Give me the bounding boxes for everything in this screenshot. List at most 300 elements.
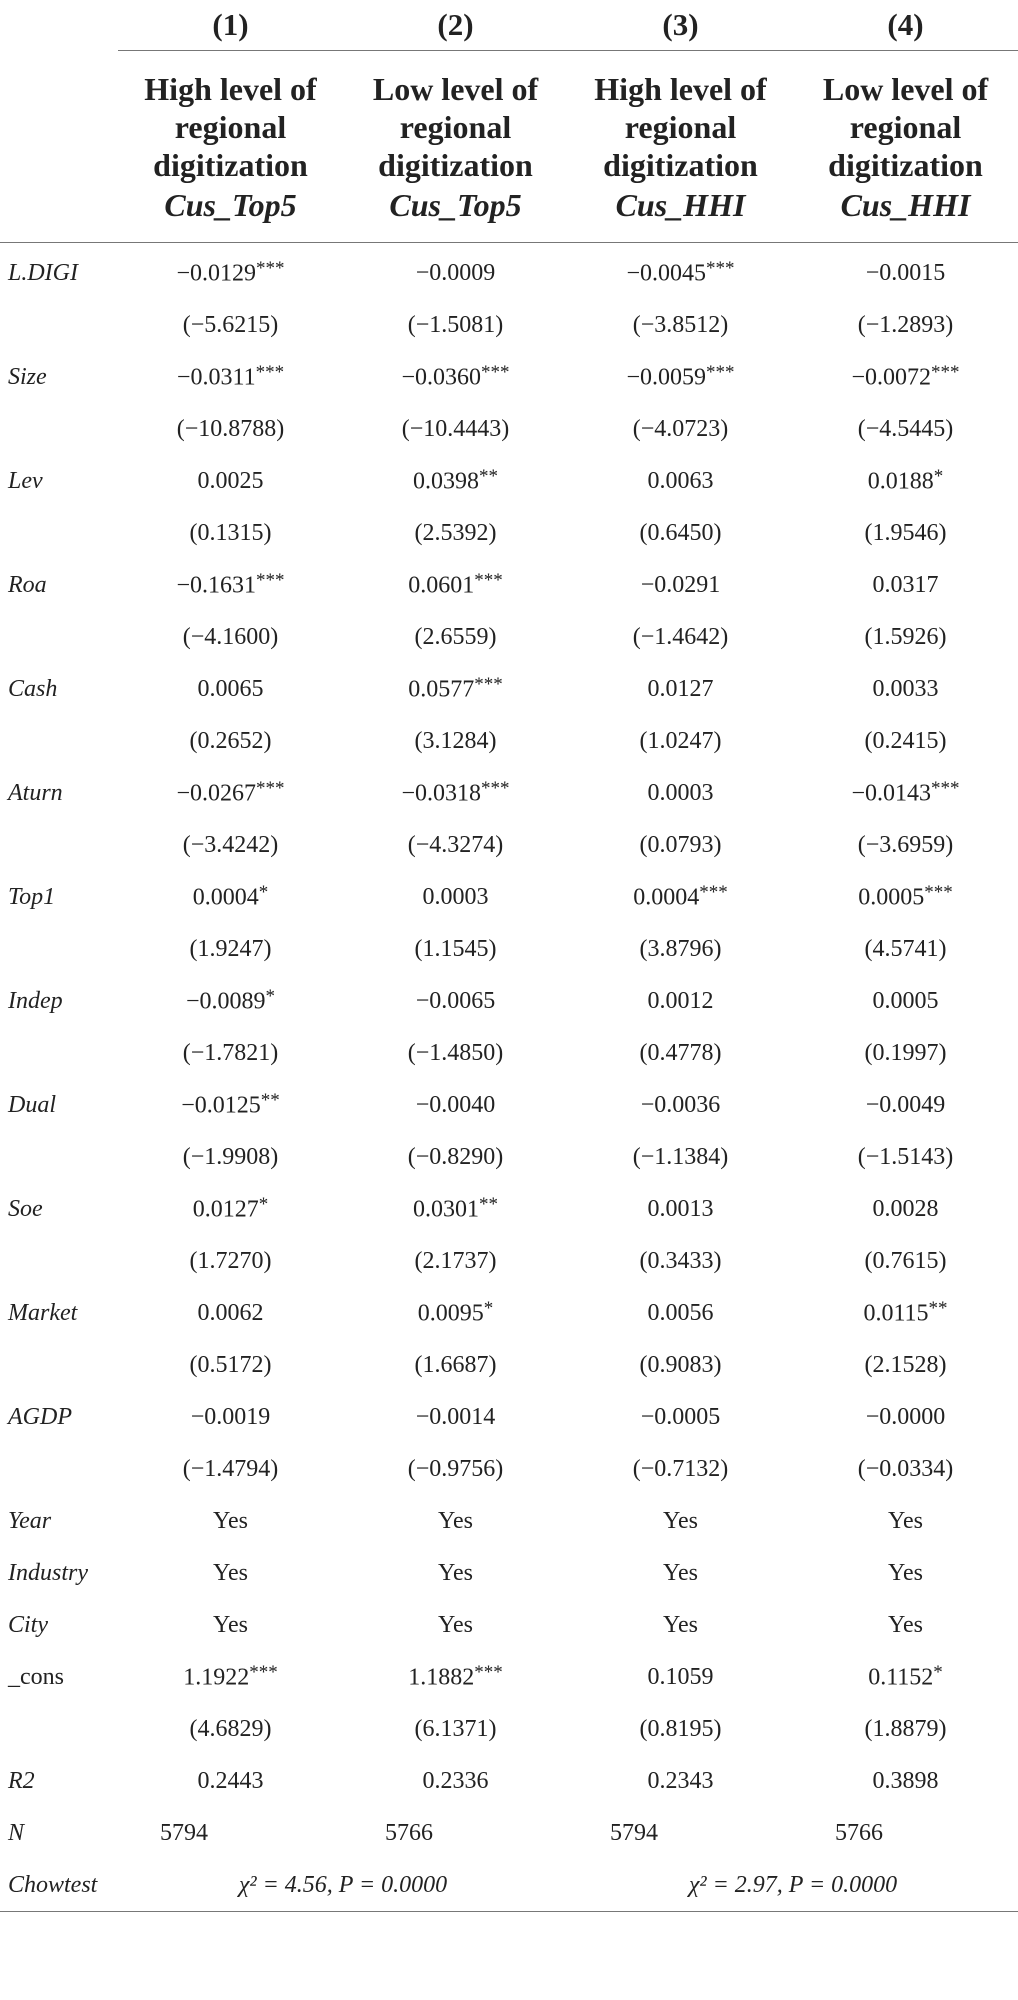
table-row — [0, 663, 1018, 715]
table-cell — [793, 923, 1018, 975]
cell-value: (−4.5445) — [857, 415, 954, 442]
table-cell — [343, 559, 568, 611]
cell-value: 0.0056 — [647, 1299, 714, 1326]
cell-value: (1.7270) — [189, 1247, 272, 1274]
table-cell — [343, 1443, 568, 1495]
table-cell — [568, 1287, 793, 1339]
cell-value: 0.0601 — [408, 572, 475, 599]
table-row — [0, 767, 1018, 819]
table-cell — [343, 1131, 568, 1183]
table-row — [0, 507, 1018, 559]
table-cell — [793, 299, 1018, 351]
cell-value: Yes — [663, 1559, 698, 1586]
table-cell — [793, 871, 1018, 923]
table-cell — [118, 715, 343, 767]
column-number-2: (2) — [437, 6, 474, 42]
table-cell — [118, 1183, 343, 1235]
cell-value: −0.0291 — [640, 571, 721, 598]
cell-value: (0.7615) — [864, 1247, 947, 1274]
cell-value: (0.1997) — [864, 1039, 947, 1066]
row-label: Size — [8, 363, 47, 390]
cell-value: (1.9247) — [189, 935, 272, 962]
cell-value: 0.0127 — [647, 675, 714, 702]
table-cell — [793, 663, 1018, 715]
table-row — [0, 1339, 1018, 1391]
table-cell — [793, 507, 1018, 559]
table-cell — [118, 1443, 343, 1495]
table-cell — [118, 403, 343, 455]
cell-value: 5766 — [835, 1819, 883, 1846]
cell-value: Yes — [213, 1559, 248, 1586]
column-desc-3-line-3: digitization — [603, 147, 758, 183]
row-label — [0, 611, 118, 663]
significance-stars: *** — [931, 362, 960, 384]
table-cell — [118, 1703, 343, 1755]
table-cell — [118, 247, 343, 299]
cell-value: 1.1882 — [408, 1664, 475, 1691]
row-label: Market — [8, 1299, 78, 1326]
table-body — [0, 247, 1018, 1914]
column-number-1: (1) — [212, 6, 249, 42]
cell-value: 0.0013 — [647, 1195, 714, 1222]
column-number-4: (4) — [887, 6, 924, 42]
table-cell — [118, 975, 343, 1027]
cell-value: 0.0095 — [417, 1300, 484, 1327]
column-desc-1-line-2: regional — [174, 109, 287, 145]
cell-value: (3.8796) — [639, 935, 722, 962]
table-cell — [118, 1495, 343, 1547]
cell-value: (−1.1384) — [632, 1143, 729, 1170]
significance-stars: *** — [474, 674, 503, 696]
column-description-row — [0, 70, 1018, 243]
table-row — [0, 559, 1018, 611]
table-cell — [118, 1547, 343, 1599]
column-desc-3-line-1: High level of — [594, 71, 767, 107]
table-row — [0, 1651, 1018, 1703]
table-cell — [343, 1235, 568, 1287]
table-cell — [568, 455, 793, 507]
cell-value: (1.9546) — [864, 519, 947, 546]
cell-value: (0.0793) — [639, 831, 722, 858]
cell-value: (0.6450) — [639, 519, 722, 546]
cell-value: 0.0065 — [197, 675, 264, 702]
cell-value: 1.1922 — [183, 1664, 250, 1691]
table-cell — [568, 1599, 793, 1651]
significance-stars: * — [933, 466, 944, 488]
cell-value: −0.1631 — [176, 572, 257, 599]
table-cell — [343, 1287, 568, 1339]
row-label: Cash — [8, 675, 58, 702]
cell-value: (0.4778) — [639, 1039, 722, 1066]
table-cell — [793, 455, 1018, 507]
table-cell — [568, 299, 793, 351]
column-desc-4-line-2: regional — [849, 109, 962, 145]
table-row — [0, 403, 1018, 455]
cell-value: (1.0247) — [639, 727, 722, 754]
significance-stars: *** — [706, 362, 735, 384]
table-row — [0, 1807, 1018, 1859]
table-cell — [568, 351, 793, 403]
significance-stars: ** — [479, 466, 498, 488]
cell-value: 0.0005 — [872, 987, 939, 1014]
cell-value: 0.0012 — [647, 987, 714, 1014]
cell-value: (−0.7132) — [632, 1455, 729, 1482]
cell-value: 0.0003 — [647, 779, 714, 806]
significance-stars: * — [933, 1662, 943, 1684]
significance-stars: * — [258, 1194, 269, 1216]
table-row — [0, 1443, 1018, 1495]
column-desc-2 — [343, 70, 568, 243]
row-label: City — [8, 1611, 48, 1638]
cell-value: (0.8195) — [639, 1715, 722, 1742]
table-cell — [793, 1807, 1018, 1859]
table-cell — [793, 1547, 1018, 1599]
table-cell — [568, 1131, 793, 1183]
row-label: _cons — [8, 1663, 64, 1690]
table-cell — [343, 1339, 568, 1391]
cell-value: −0.0318 — [401, 780, 482, 807]
cell-value: −0.0125 — [181, 1092, 261, 1119]
table-row — [0, 1599, 1018, 1651]
cell-value: (−1.5143) — [857, 1143, 954, 1170]
cell-value: (−1.4642) — [632, 623, 729, 650]
table-cell — [343, 1703, 568, 1755]
table-cell — [118, 767, 343, 819]
table-cell — [568, 767, 793, 819]
table-cell — [793, 611, 1018, 663]
column-var-3: Cus_HHI — [615, 187, 746, 223]
table-row — [0, 247, 1018, 299]
table-cell — [568, 663, 793, 715]
cell-value: −0.0129 — [176, 260, 257, 287]
column-desc-1-line-1: High level of — [144, 71, 317, 107]
table-cell — [793, 559, 1018, 611]
table-cell — [568, 403, 793, 455]
cell-value: (1.8879) — [864, 1715, 947, 1742]
row-label: Indep — [8, 987, 63, 1014]
cell-value: (4.5741) — [864, 935, 947, 962]
table-cell — [568, 1495, 793, 1547]
table-cell — [568, 715, 793, 767]
cell-value: Yes — [213, 1507, 248, 1534]
cell-value: −0.0072 — [851, 364, 932, 391]
table-row — [0, 923, 1018, 975]
table-cell — [118, 507, 343, 559]
column-desc-4-line-1: Low level of — [822, 71, 989, 107]
cell-value: 0.0398 — [413, 468, 479, 495]
cell-value: 0.0033 — [872, 675, 939, 702]
table-row — [0, 1183, 1018, 1235]
significance-stars: * — [483, 1298, 494, 1320]
significance-stars: *** — [699, 882, 728, 904]
significance-stars: * — [265, 986, 276, 1008]
table-cell — [118, 871, 343, 923]
significance-stars: *** — [924, 882, 953, 904]
table-cell — [793, 1391, 1018, 1443]
cell-value: 0.0025 — [197, 467, 264, 494]
table-row — [0, 1755, 1018, 1807]
column-number-3: (3) — [662, 6, 699, 42]
cell-value: Yes — [888, 1559, 923, 1586]
row-label: Dual — [8, 1091, 56, 1118]
table-cell — [343, 1079, 568, 1131]
significance-stars: ** — [479, 1194, 498, 1216]
table-row — [0, 1235, 1018, 1287]
cell-value: −0.0015 — [865, 259, 946, 286]
cell-value: (−1.4794) — [182, 1455, 279, 1482]
cell-value: (1.5926) — [864, 623, 947, 650]
cell-value: (−0.9756) — [407, 1455, 504, 1482]
cell-value: 0.0115 — [863, 1300, 929, 1327]
cell-value: (−1.5081) — [407, 311, 504, 338]
table-cell — [118, 1079, 343, 1131]
table-cell — [568, 975, 793, 1027]
table-row — [0, 1495, 1018, 1547]
cell-value: Yes — [888, 1507, 923, 1534]
table-cell — [343, 1755, 568, 1807]
cell-value: 0.0301 — [413, 1196, 479, 1223]
table-cell — [118, 1287, 343, 1339]
row-label — [0, 715, 118, 767]
row-label: L.DIGI — [8, 259, 78, 286]
cell-value: −0.0089 — [185, 988, 266, 1015]
cell-value: −0.0009 — [415, 259, 496, 286]
chowtest-row — [0, 1859, 1018, 1912]
significance-stars: *** — [256, 258, 285, 280]
cell-value: 5766 — [385, 1819, 433, 1846]
table-cell — [343, 923, 568, 975]
cell-value: 0.0003 — [422, 883, 489, 910]
cell-value: −0.0036 — [640, 1091, 721, 1118]
table-row — [0, 611, 1018, 663]
row-label: R2 — [8, 1767, 35, 1794]
cell-value: Yes — [438, 1611, 473, 1638]
significance-stars: *** — [249, 1662, 278, 1684]
table-cell — [343, 1599, 568, 1651]
row-label — [0, 1235, 118, 1287]
cell-value: 0.0028 — [872, 1195, 939, 1222]
table-cell — [568, 1339, 793, 1391]
significance-stars: *** — [256, 778, 285, 800]
significance-stars: *** — [481, 362, 510, 384]
table-cell — [568, 1027, 793, 1079]
table-cell — [793, 1495, 1018, 1547]
cell-value: 0.0004 — [192, 884, 259, 911]
cell-value: (−3.4242) — [182, 831, 279, 858]
table-cell — [793, 403, 1018, 455]
column-desc-2-line-2: regional — [399, 109, 512, 145]
table-row — [0, 1131, 1018, 1183]
table-cell — [568, 1391, 793, 1443]
table-cell — [793, 1183, 1018, 1235]
significance-stars: ** — [928, 1298, 948, 1320]
table-cell — [343, 767, 568, 819]
table-cell — [568, 1443, 793, 1495]
significance-stars: ** — [260, 1090, 280, 1112]
table-cell — [343, 1183, 568, 1235]
table-cell — [793, 1235, 1018, 1287]
table-cell — [793, 715, 1018, 767]
row-label — [0, 403, 118, 455]
cell-value: 0.0005 — [858, 884, 925, 911]
table-row — [0, 1547, 1018, 1599]
cell-value: 0.2343 — [647, 1767, 714, 1794]
row-label: AGDP — [8, 1403, 72, 1430]
cell-value: (0.9083) — [639, 1351, 722, 1378]
row-label — [0, 1339, 118, 1391]
table-bottom-rule — [0, 1912, 1018, 1915]
table-cell — [568, 1235, 793, 1287]
cell-value: −0.0005 — [640, 1403, 721, 1430]
cell-value: (−4.3274) — [407, 831, 504, 858]
table-cell — [118, 1391, 343, 1443]
row-label — [0, 507, 118, 559]
table-cell — [118, 1599, 343, 1651]
table-cell — [568, 819, 793, 871]
table-cell — [343, 507, 568, 559]
column-var-2: Cus_Top5 — [389, 187, 522, 223]
table-row — [0, 1079, 1018, 1131]
table-cell — [118, 1131, 343, 1183]
cell-value: (0.3433) — [639, 1247, 722, 1274]
table-cell — [568, 923, 793, 975]
cell-value: −0.0267 — [176, 780, 257, 807]
table-row — [0, 1703, 1018, 1755]
cell-value: (−10.8788) — [176, 415, 285, 442]
row-label: Top1 — [8, 883, 56, 910]
table-row — [0, 1391, 1018, 1443]
table-cell — [793, 1651, 1018, 1703]
cell-value: (3.1284) — [414, 727, 497, 754]
cell-value: 0.1059 — [647, 1663, 714, 1690]
cell-value: (6.1371) — [414, 1715, 497, 1742]
table-cell — [118, 455, 343, 507]
table-cell — [118, 611, 343, 663]
table-cell — [568, 1755, 793, 1807]
table-row — [0, 1287, 1018, 1339]
chowtest-left: χ² = 4.56, P = 0.0000 — [238, 1871, 448, 1898]
table-cell — [568, 507, 793, 559]
table-cell — [343, 299, 568, 351]
cell-value: −0.0143 — [851, 780, 932, 807]
cell-value: (4.6829) — [189, 1715, 272, 1742]
row-label: Lev — [8, 467, 43, 494]
table-cell — [118, 923, 343, 975]
table-row — [0, 455, 1018, 507]
row-label — [0, 923, 118, 975]
table-cell — [568, 1079, 793, 1131]
table-row — [0, 1027, 1018, 1079]
significance-stars: *** — [474, 570, 503, 592]
cell-value: (−10.4443) — [401, 415, 510, 442]
cell-value: Yes — [438, 1507, 473, 1534]
table-cell — [118, 1651, 343, 1703]
table-cell — [343, 351, 568, 403]
table-cell — [343, 1391, 568, 1443]
table-cell — [343, 663, 568, 715]
table-cell — [568, 611, 793, 663]
cell-value: (0.5172) — [189, 1351, 272, 1378]
cell-value: Yes — [888, 1611, 923, 1638]
table-cell — [118, 1807, 343, 1859]
cell-value: Yes — [438, 1559, 473, 1586]
table-cell — [793, 1599, 1018, 1651]
column-desc-2-line-3: digitization — [378, 147, 533, 183]
significance-stars: *** — [481, 778, 510, 800]
cell-value: −0.0040 — [415, 1091, 496, 1118]
cell-value: (−1.4850) — [407, 1039, 504, 1066]
column-var-1: Cus_Top5 — [164, 187, 297, 223]
cell-value: −0.0014 — [415, 1403, 496, 1430]
cell-value: (0.2415) — [864, 727, 947, 754]
column-desc-1-line-3: digitization — [153, 147, 308, 183]
table-cell — [118, 1755, 343, 1807]
table-cell — [568, 1547, 793, 1599]
column-desc-4 — [793, 70, 1018, 243]
column-number-row — [0, 0, 1018, 50]
table-cell — [343, 975, 568, 1027]
table-cell — [343, 1651, 568, 1703]
significance-stars: *** — [474, 1662, 503, 1684]
table-cell — [568, 247, 793, 299]
cell-value: (0.1315) — [189, 519, 272, 546]
table-cell — [793, 247, 1018, 299]
row-label — [0, 1027, 118, 1079]
cell-value: (−1.7821) — [182, 1039, 279, 1066]
table-cell — [793, 351, 1018, 403]
cell-value: −0.0000 — [865, 1403, 946, 1430]
cell-value: 0.2443 — [197, 1767, 264, 1794]
row-label — [0, 1703, 118, 1755]
table-cell — [793, 1079, 1018, 1131]
cell-value: −0.0311 — [176, 364, 256, 391]
cell-value: −0.0019 — [190, 1403, 271, 1430]
cell-value: (2.5392) — [414, 519, 497, 546]
header-rule — [0, 50, 1018, 70]
row-label — [0, 1131, 118, 1183]
cell-value: (−3.6959) — [857, 831, 954, 858]
row-label: Chowtest — [8, 1871, 98, 1898]
cell-value: 0.1152 — [868, 1664, 934, 1691]
row-label: Industry — [8, 1559, 88, 1586]
table-cell — [343, 1495, 568, 1547]
table-cell — [118, 351, 343, 403]
cell-value: −0.0049 — [865, 1091, 946, 1118]
row-label: Roa — [8, 571, 47, 598]
table-cell — [118, 1235, 343, 1287]
cell-value: (2.6559) — [414, 623, 497, 650]
cell-value: 0.0127 — [192, 1196, 259, 1223]
table-cell — [793, 975, 1018, 1027]
table-cell — [793, 1443, 1018, 1495]
table-row — [0, 299, 1018, 351]
cell-value: (1.1545) — [414, 935, 497, 962]
header-stub — [0, 0, 118, 50]
table-bottom-line — [0, 1912, 1018, 1915]
table-row — [0, 871, 1018, 923]
column-desc-3-line-2: regional — [624, 109, 737, 145]
column-var-4: Cus_HHI — [840, 187, 971, 223]
row-label: Soe — [8, 1195, 43, 1222]
cell-value: (1.6687) — [414, 1351, 497, 1378]
table-cell — [568, 1651, 793, 1703]
cell-value: 5794 — [610, 1819, 658, 1846]
table-cell — [568, 1807, 793, 1859]
cell-value: (−1.9908) — [182, 1143, 279, 1170]
cell-value: (−0.0334) — [857, 1455, 954, 1482]
table-cell — [568, 1703, 793, 1755]
table-cell — [118, 1339, 343, 1391]
